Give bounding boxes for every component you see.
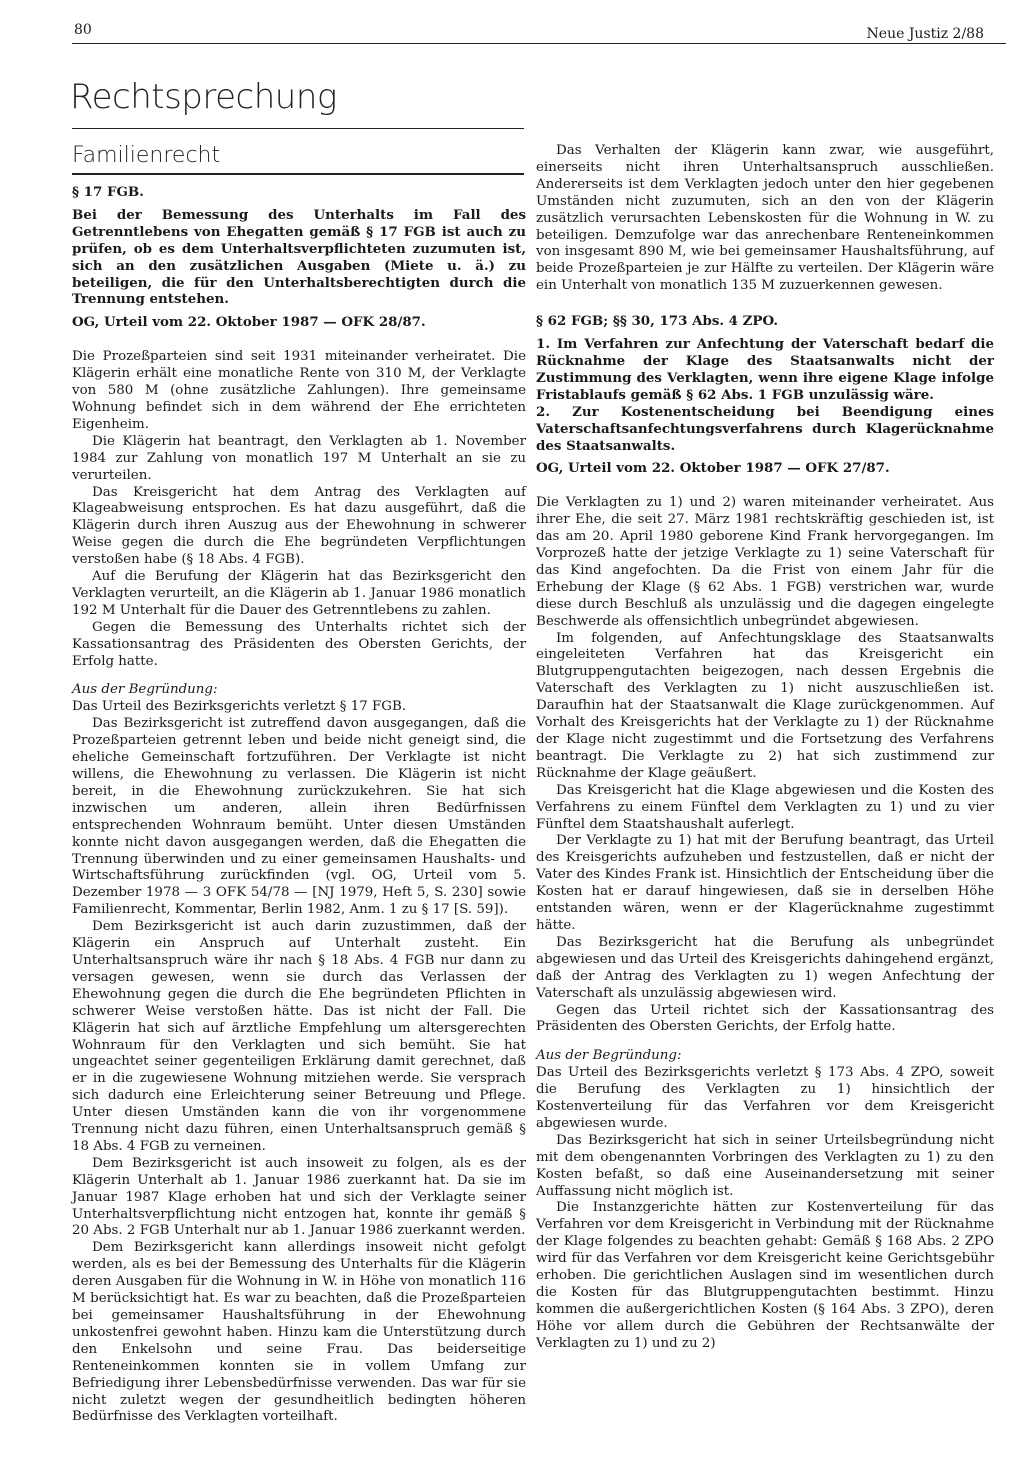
- section-rule: [72, 128, 524, 129]
- right-column: [536, 143, 994, 1353]
- case1-headnote: Bei der Bemessung des Unterhalts im Fall des Getrenntlebens von Ehegatten gemäß § 17 FGB ist auch zu prüfen, ob es dem Unterhaltsverpflichteten zuzumuten ist, sich an den zusätzlichen Ausgaben (Miete u. ä.) zu beteiligen, die für den Unterhaltsberechtigten durch die Trennung entstehen.: [72, 206, 526, 308]
- case1-reason-paragraph: Dem Bezirksgericht ist auch darin zuzustimmen, daß der Klägerin ein Anspruch auf Unterhalt zusteht. Ein Unterhaltsanspruch wäre ihr nach § 18 Abs. 4 FGB nur dann zu versagen gewesen, wenn sie durch das Verlassen der Ehewohnung gegen die durch die Ehe begründeten Pflichten in schwerer Weise verstoßen hätte. Das ist nicht der Fall. Die Klägerin hat sich auf ärztliche Empfehlung um altersgerechten Wohnraum für den Verklagten und sich bemüht. Sie hat ungeachtet seiner gegenteiligen Erklärung damit gerechnet, daß er in die zugewiesene Wohnung mitziehen werde. Sie versprach sich dadurch eine Erleichterung seiner Betreuung und Pflege. Unter diesen Umständen kann die von ihr vorgenommene Trennung nicht dazu führen, einen Unterhaltsanspruch gemäß § 18 Abs. 4 FGB zu verneinen.: [72, 919, 526, 1154]
- subsection-title: Familienrecht: [72, 143, 221, 168]
- case2-reasons-heading: Aus der Begründung:: [536, 1048, 682, 1064]
- case2-fact-paragraph: Die Verklagten zu 1) und 2) waren miteinander verheiratet. Aus ihrer Ehe, die seit 27. März 1981 rechtskräftig geschieden ist, ist das am 20. April 1980 geborene Kind Frank hervorgegangen. Im Vorprozeß hatte der jetzige Verklagte zu 1) seine Vaterschaft für das Kind angefochten. Da die Frist von einem Jahr für die Erhebung der Klage (§ 62 Abs. 1 FGB) verstrichen war, wurde diese durch Beschluß als unzulässig und die dagegen eingelegte Beschwerde als offensichtlich unbegründet abgewiesen.: [536, 495, 994, 629]
- case1-fact-paragraph: Die Klägerin hat beantragt, den Verklagten ab 1. November 1984 zur Zahlung von monatlich 197 M Unterhalt an sie zu verurteilen.: [72, 433, 526, 483]
- case2-reasons-first: Das Urteil des Bezirksgerichts verletzt § 173 Abs. 4 ZPO, soweit die Berufung des Verklagten zu 1) hinsichtlich der Kostenverteilung für das Verfahren vor dem Kreisgericht abgewiesen wurde.: [536, 1065, 994, 1131]
- case1-fact-paragraph: Auf die Berufung der Klägerin hat das Bezirksgericht den Verklagten verurteilt, an die Klägerin ab 1. Januar 1986 monatlich 192 M Unterhalt für die Dauer des Getrenntlebens zu zahlen.: [72, 569, 526, 618]
- case2-fact-paragraph: Gegen das Urteil richtet sich der Kassationsantrag des Präsidenten des Obersten Gerichts, der Erfolg hatte.: [536, 1002, 994, 1035]
- case1-reason-paragraph: Das Bezirksgericht ist zutreffend davon ausgegangen, daß die Prozeßparteien getrennt leben und beide nicht geneigt sind, die eheliche Gemeinschaft fortzuführen. Der Verklagte ist nicht willens, die Ehewohnung zu verlassen. Die Klägerin ist nicht bereit, in die Ehewohnung zurückzukehren. Sie hat sich inzwischen um anderen, allein ihren Bedürfnissen entsprechenden Wohnraum bemüht. Unter diesen Umständen konnte nicht davon ausgegangen werden, daß die Ehegatten die Trennung überwinden und zu einer gemeinsamen Haushalts- und Wirtschaftsführung zurückfinden (vgl. OG, Urteil vom 5. Dezember 1978 — 3 OFK 54/78 — [NJ 1979, Heft 5, S. 230] sowie Familienrecht, Kommentar, Berlin 1982, Anm. 1 zu § 17 [S. 59]).: [72, 716, 526, 918]
- case1-reason-paragraph: Das Verhalten der Klägerin kann zwar, wie ausgeführt, einerseits nicht ihren Unterhaltsanspruch ausschließen. Andererseits ist dem Verklagten jedoch unter den hier gegebenen Umständen nicht zuzumuten, sich an den von der Klägerin zusätzlich verursachten Lebenskosten für die Wohnung in W. zu beteiligen. Demzufolge war das anrechenbare Renteneinkommen von insgesamt 890 M, wie bei gemeinsamer Haushaltsführung, auf beide Prozeßparteien je zur Hälfte zu verteilen. Der Klägerin wäre ein Unterhalt von monatlich 135 M zuzuerkennen gewesen.: [536, 143, 994, 294]
- case1-fact-paragraph: Die Prozeßparteien sind seit 1931 miteinander verheiratet. Die Klägerin erhält eine monatliche Rente von 310 M, der Verklagte von 580 M (ohne zusätzliche Zahlungen). Ihre gemeinsame Wohnung befindet sich in dem während der Ehe errichteten Eigenheim.: [72, 349, 526, 432]
- case1-reason-paragraph: Dem Bezirksgericht ist auch insoweit zu folgen, als es der Klägerin Unterhalt ab 1. Januar 1986 zuerkannt hat. Da sie im Januar 1987 Klage erhoben hat und sich der Verklagte seiner Unterhaltsverpflichtung nicht entzogen hat, konnte ihr gemäß § 20 Abs. 2 FGB Unterhalt nur ab 1. Januar 1986 zuerkannt werden.: [72, 1155, 526, 1239]
- case2-citation: OG, Urteil vom 22. Oktober 1987 — OFK 27/87.: [536, 460, 890, 477]
- subsection-rule: [72, 173, 524, 175]
- case2-fact-paragraph: Der Verklagte zu 1) hat mit der Berufung beantragt, das Urteil des Kreisgerichts aufzuheben und festzustellen, daß er nicht der Vater des Kindes Frank ist. Hinsichtlich der Entscheidung über die Kosten hat er darauf hingewiesen, daß sie in derselben Höhe entstanden wären, wenn er der Klagerücknahme zugestimmt hätte.: [536, 833, 994, 933]
- header-rule: [72, 43, 1006, 44]
- journal-issue: Neue Justiz 2/88: [866, 26, 984, 42]
- case2-headnote-1: 1. Im Verfahren zur Anfechtung der Vaterschaft bedarf die Rücknahme der Klage des Staatsanwalts nicht der Zustimmung des Verklagten, wenn ihre eigene Klage infolge Fristablaufs gemäß § 62 Abs. 1 FGB unzulässig wäre.: [536, 336, 994, 403]
- case1-norm: § 17 FGB.: [72, 184, 144, 200]
- case1-fact-paragraph: Gegen die Bemessung des Unterhalts richtet sich der Kassationsantrag des Präsidenten des Obersten Gerichts, der Erfolg hatte.: [72, 619, 526, 669]
- left-column: [72, 184, 526, 1426]
- case2-fact-paragraph: Das Bezirksgericht hat die Berufung als unbegründet abgewiesen und das Urteil des Kreisgerichts dahingehend ergänzt, daß der Antrag des Verklagten zu 1) wegen Anfechtung der Vaterschaft als unzulässig abgewiesen wird.: [536, 934, 994, 1001]
- case1-reason-paragraph: Dem Bezirksgericht kann allerdings insoweit nicht gefolgt werden, als es bei der Bemessung des Unterhalts für die Klägerin deren Ausgaben für die Wohnung in W. in Höhe von monatlich 116 M berücksichtigt hat. Es war zu beachten, daß die Prozeßparteien bei gemeinsamer Haushaltsführung in der Ehewohnung unkostenfrei gewohnt haben. Hinzu kam die Unterstützung durch den Enkelsohn und seine Frau. Das beiderseitige Renteneinkommen konnten sie in vollem Umfang zur Befriedigung ihrer Lebensbedürfnisse verwenden. Das war für sie nicht zuletzt wegen der gesundheitlich bedingten höheren Bedürfnisse des Verklagten vorteilhaft.: [72, 1240, 526, 1425]
- case2-fact-paragraph: Das Kreisgericht hat die Klage abgewiesen und die Kosten des Verfahrens zu einem Fünftel dem Verklagten zu 1) und zu vier Fünftel dem Staatshaushalt auferlegt.: [536, 782, 994, 832]
- case2-reason-paragraph: Das Bezirksgericht hat sich in seiner Urteilsbegründung nicht mit dem obengenannten Vorbringen des Verklagten zu 1) zu den Kosten befaßt, so daß eine Auseinandersetzung mit seiner Auffassung nicht möglich ist.: [536, 1132, 994, 1199]
- case2-reason-paragraph: Die Instanzgerichte hätten zur Kostenverteilung für das Verfahren vor dem Kreisgericht in Verbindung mit der Rücknahme der Klage folgendes zu beachten gehabt: Gemäß § 168 Abs. 2 ZPO wird für das Verfahren vor dem Kreisgericht keine Gerichtsgebühr erhoben. Die gerichtlichen Auslagen sind im wesentlichen durch die Kosten für das Blutgruppengutachten bestimmt. Hinzu kommen die außergerichtlichen Kosten (§ 164 Abs. 3 ZPO), deren Höhe vor allem durch die Gebühren der Rechtsanwälte der Verklagten zu 1) und zu 2): [536, 1200, 994, 1351]
- case2-headnote-2: 2. Zur Kostenentscheidung bei Beendigung eines Vaterschaftsanfechtungsverfahrens durch Klagerücknahme des Staatsanwalts.: [536, 403, 994, 454]
- case2-fact-paragraph: Im folgenden, auf Anfechtungsklage des Staatsanwalts eingeleiteten Verfahren hat das Kreisgericht ein Blutgruppengutachten beigezogen, nach dessen Ergebnis die Vaterschaft des Verklagten zu 1) nicht auszuschließen ist. Daraufhin hat der Staatsanwalt die Klage zurückgenommen. Auf Vorhalt des Kreisgerichts hat der Verklagte zu 1) der Rücknahme der Klage nicht zugestimmt und die Fortsetzung des Verfahrens beantragt. Die Verklagte zu 2) hat sich zustimmend zur Rücknahme der Klage geäußert.: [536, 630, 994, 781]
- page-number: 80: [74, 22, 92, 38]
- case1-citation: OG, Urteil vom 22. Oktober 1987 — OFK 28/87.: [72, 314, 426, 331]
- section-title: Rechtsprechung: [70, 77, 337, 117]
- case1-reasons-heading: Aus der Begründung:: [72, 682, 218, 698]
- case1-fact-paragraph: Das Kreisgericht hat dem Antrag des Verklagten auf Klageabweisung entsprochen. Es hat dazu ausgeführt, daß die Klägerin durch ihren Auszug aus der Ehewohnung in schwerer Weise gegen die durch die Ehe begründeten Verpflichtungen verstoßen habe (§ 18 Abs. 4 FGB).: [72, 484, 526, 568]
- case2-norm: § 62 FGB; §§ 30, 173 Abs. 4 ZPO.: [536, 313, 779, 330]
- case1-reasons-first: Das Urteil des Bezirksgerichts verletzt § 17 FGB.: [72, 699, 407, 715]
